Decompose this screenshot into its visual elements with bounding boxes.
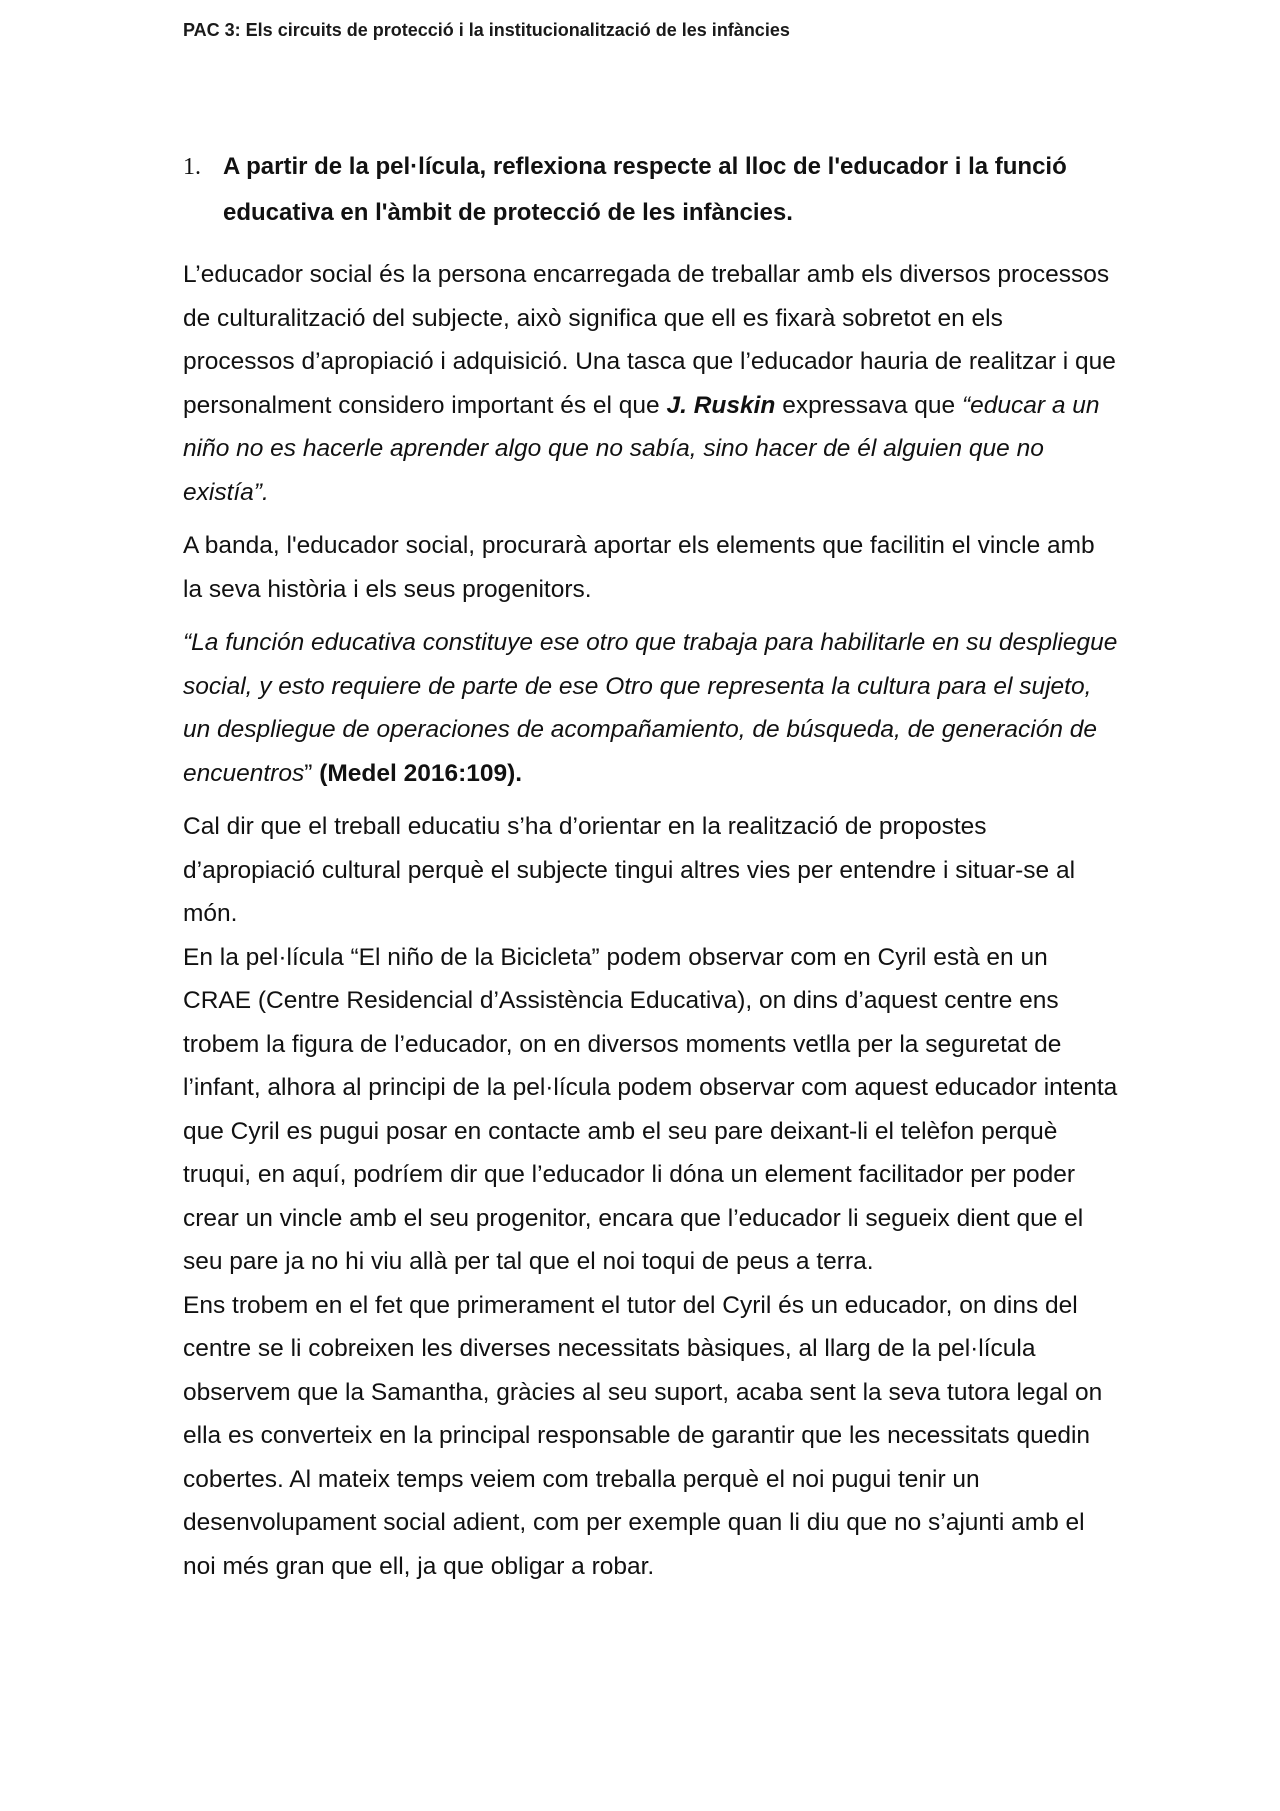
paragraph-1 bbox=[183, 253, 1118, 514]
medel-quote: “La función educativa constituye ese otro que trabaja para habilitarle en su despliegue social, y esto requiere de parte de ese Otro que representa la cultura para el sujeto, un despliegue de operaciones de acompañamiento, de búsqueda, de generación de encuentros bbox=[183, 629, 1118, 787]
question-item bbox=[183, 144, 1083, 236]
ruskin-quote: “educar a un niño no es hacerle aprender algo que no sabía, sino hacer de él alguien que no existía”. bbox=[183, 391, 1100, 506]
paragraph-2: A banda, l'educador social, procurarà aportar els elements que facilitin el vincle amb la seva història i els seus progenitors. bbox=[183, 532, 1095, 603]
quote-close: ” bbox=[304, 759, 320, 787]
answer-body bbox=[183, 253, 1118, 1588]
paragraph-1-text-b: expressava que bbox=[775, 391, 962, 419]
question-text: A partir de la pel·lícula, reflexiona respecte al lloc de l'educador i la funció educativa en l'àmbit de protecció de les infàncies. bbox=[223, 153, 1067, 226]
page-header: PAC 3: Els circuits de protecció i la institucionalització de les infàncies bbox=[183, 20, 790, 40]
paragraph-6: Ens trobem en el fet que primerament el tutor del Cyril és un educador, on dins del centre se li cobreixen les diverses necessitats bàsiques, al llarg de la pel·lícula observem que la Samantha, gràcies al seu suport, acaba sent la seva tutora legal on ella es converteix en la principal responsable de garantir que les necessitats quedin cobertes. Al mateix temps veiem com treballa perquè el noi pugui tenir un desenvolupament social adient, com per exemple quan li diu que no s’ajunti amb el noi més gran que ell, ja que obligar a robar. bbox=[183, 1291, 1103, 1580]
paragraph-3 bbox=[183, 621, 1118, 795]
paragraph-1-text-a: L’educador social és la persona encarregada de treballar amb els diversos processos de culturalització del subjecte, això significa que ell es fixarà sobretot en els processos d’apropiació i adquisició. Una tasca que l’educador hauria de realitzar i que personalment considero important és el que bbox=[183, 261, 1116, 419]
author-name: J. Ruskin bbox=[666, 391, 776, 419]
paragraph-4: Cal dir que el treball educatiu s’ha d’orientar en la realització de propostes d’apropiació cultural perquè el subjecte tingui altres vies per entendre i situar-se al món. bbox=[183, 813, 1076, 927]
citation: (Medel 2016:109). bbox=[319, 759, 523, 787]
paragraph-5: En la pel·lícula “El niño de la Bicicleta” podem observar com en Cyril està en un CRAE (Centre Residencial d’Assistència Educativa), on dins d’aquest centre ens trobem la figura de l’educador, on en diversos moments vetlla per la seguretat de l’infant, alhora al principi de la pel·lícula podem observar com aquest educador intenta que Cyril es pugui posar en contacte amb el seu pare deixant-li el telèfon perquè truqui, en aquí, podríem dir que l’educador li dóna un element facilitador per poder crear un vincle amb el seu progenitor, encara que l’educador li segueix dient que el seu pare ja no hi viu allà per tal que el noi toqui de peus a terra. bbox=[183, 943, 1118, 1275]
question-number: 1. bbox=[183, 154, 201, 180]
